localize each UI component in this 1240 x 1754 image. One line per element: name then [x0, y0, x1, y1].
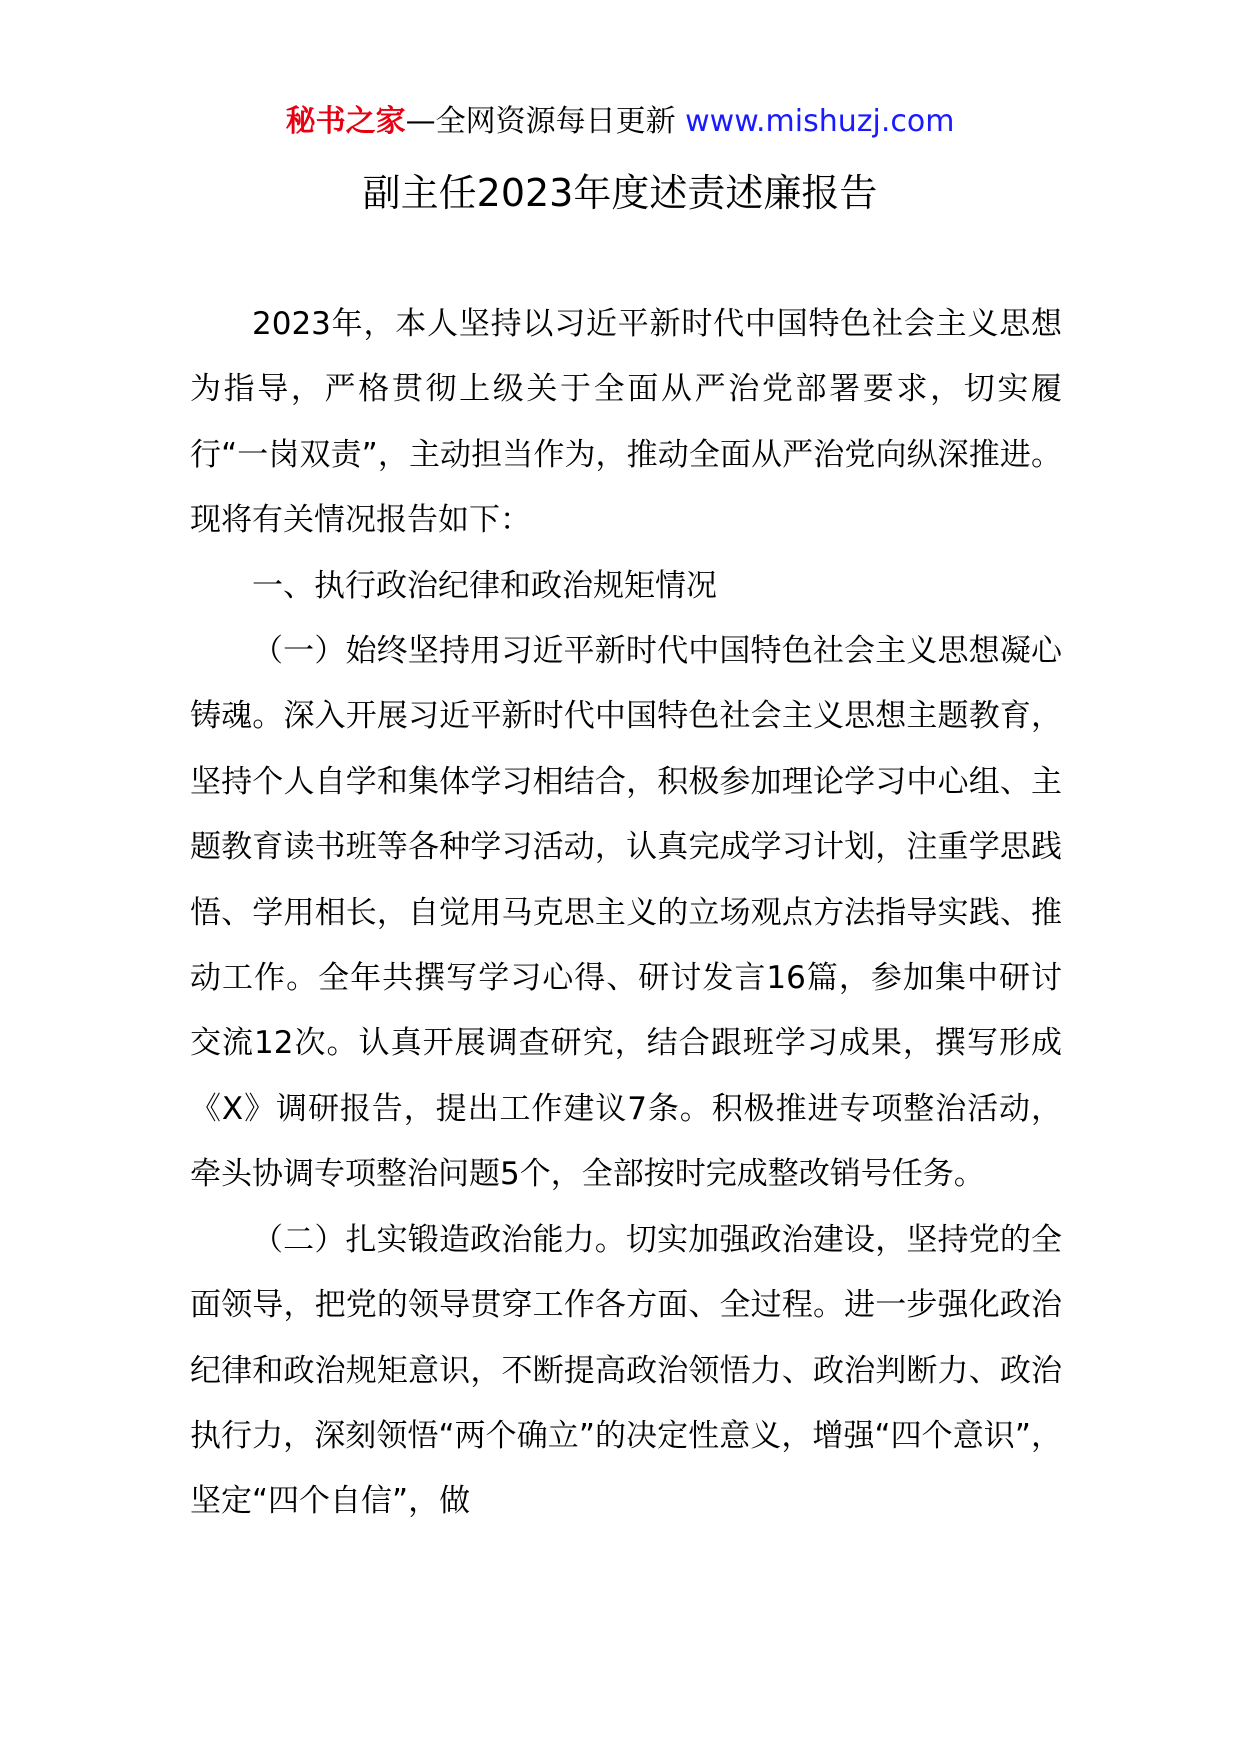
site-url-link[interactable]: www.mishuzj.com: [685, 104, 955, 139]
document-body: [190, 292, 1062, 1535]
site-tagline: —全网资源每日更新: [405, 104, 686, 139]
document-title: 副主任2023年度述责述廉报告: [362, 171, 878, 215]
site-header: [0, 102, 1240, 142]
paragraph-subsection-2: （二）扎实锻造政治能力。切实加强政治建设，坚持党的全面领导，把党的领导贯穿工作各方面、全过程。进一步强化政治纪律和政治规矩意识，不断提高政治领悟力、政治判断力、政治执行力，深刻领悟“两个确立”的决定性意义，增强“四个意识”，坚定“四个自信”，做: [190, 1221, 1062, 1520]
paragraph-subsection-1: （一）始终坚持用习近平新时代中国特色社会主义思想凝心铸魂。深入开展习近平新时代中国特色社会主义思想主题教育，坚持个人自学和集体学习相结合，积极参加理论学习中心组、主题教育读书班等各种学习活动，认真完成学习计划，注重学思践悟、学用相长，自觉用马克思主义的立场观点方法指导实践、推动工作。全年共撰写学习心得、研讨发言16篇，参加集中研讨交流12次。认真开展调查研究，结合跟班学习成果，撰写形成《X》调研报告，提出工作建议7条。积极推进专项整治活动，牵头协调专项整治问题5个，全部按时完成整改销号任务。: [190, 633, 1062, 1193]
section-heading-1: 一、执行政治纪律和政治规矩情况: [252, 567, 717, 604]
site-brand: 秘书之家: [285, 104, 406, 139]
paragraph-intro: 2023年，本人坚持以习近平新时代中国特色社会主义思想为指导，严格贯彻上级关于全面从严治党部署要求，切实履行“一岗双责”，主动担当作为，推动全面从严治党向纵深推进。现将有关情况报告如下：: [190, 306, 1062, 539]
